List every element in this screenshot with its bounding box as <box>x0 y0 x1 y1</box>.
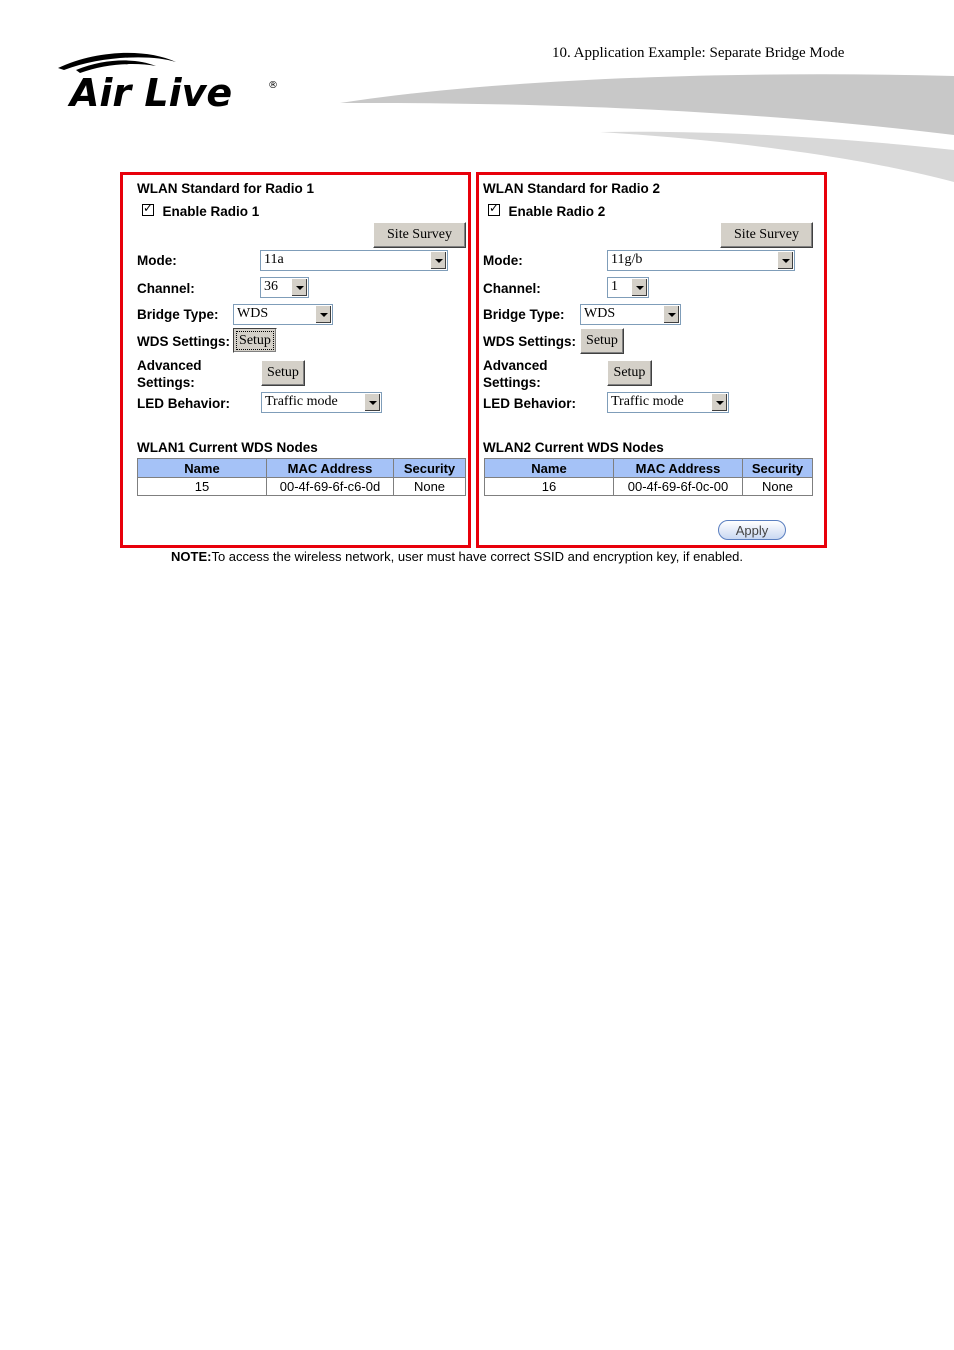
svg-text:®: ® <box>268 80 278 91</box>
radio1-mode-label: Mode: <box>137 253 177 268</box>
radio1-mode-value: 11a <box>264 252 284 267</box>
radio1-wds-setup-button[interactable]: Setup <box>233 328 277 353</box>
chevron-down-icon <box>291 279 307 296</box>
radio2-wds-setup-button[interactable]: Setup <box>580 328 624 354</box>
radio1-bridge-select[interactable] <box>233 304 333 325</box>
radio2-mode-label: Mode: <box>483 253 523 268</box>
radio1-adv-label-2: Settings: <box>137 375 195 390</box>
radio2-bridge-value: WDS <box>584 306 616 321</box>
radio2-bridge-label: Bridge Type: <box>483 307 565 322</box>
radio2-channel-label: Channel: <box>483 281 541 296</box>
radio2-adv-label-2: Settings: <box>483 375 541 390</box>
radio1-nodes-title: WLAN1 Current WDS Nodes <box>137 440 318 455</box>
radio1-led-label: LED Behavior: <box>137 396 231 411</box>
chevron-down-icon <box>364 394 380 411</box>
radio1-mode-select[interactable] <box>260 250 448 271</box>
node-name: 15 <box>138 478 267 496</box>
radio1-enable[interactable] <box>142 203 259 221</box>
node-name: 16 <box>485 478 614 496</box>
radio2-bridge-select[interactable] <box>580 304 681 325</box>
radio2-wds-label: WDS Settings: <box>483 334 576 349</box>
chevron-down-icon <box>663 306 679 323</box>
node-mac: 00-4f-69-6f-c6-0d <box>267 478 394 496</box>
radio1-channel-select[interactable] <box>260 277 309 298</box>
airlive-logo <box>56 48 286 118</box>
radio2-channel-value: 1 <box>611 279 618 294</box>
radio1-bridge-label: Bridge Type: <box>137 307 219 322</box>
col-security: Security <box>394 459 466 478</box>
radio1-enable-label: Enable Radio 1 <box>162 204 260 219</box>
chevron-down-icon <box>430 252 446 269</box>
radio1-enable-checkbox[interactable] <box>142 204 154 216</box>
note-bold: NOTE: <box>171 549 212 564</box>
radio2-mode-select[interactable] <box>607 250 795 271</box>
radio2-led-label: LED Behavior: <box>483 396 577 411</box>
radio1-bridge-value: WDS <box>237 306 269 321</box>
radio1-nodes-table <box>137 458 466 496</box>
radio2-led-value: Traffic mode <box>611 394 684 409</box>
radio2-advanced-setup-button[interactable]: Setup <box>607 360 652 386</box>
note-text: To access the wireless network, user must have correct SSID and encryption key, if enabled. <box>211 549 744 564</box>
node-mac: 00-4f-69-6f-0c-00 <box>614 478 743 496</box>
radio2-nodes-table <box>484 458 813 496</box>
radio1-adv-label-1: Advanced <box>137 358 202 373</box>
radio1-led-value: Traffic mode <box>265 394 338 409</box>
note <box>171 549 743 564</box>
radio2-enable[interactable] <box>488 203 605 221</box>
radio2-title: WLAN Standard for Radio 2 <box>483 181 661 196</box>
radio1-site-survey-button[interactable]: Site Survey <box>373 222 466 248</box>
radio2-channel-select[interactable] <box>607 277 649 298</box>
radio2-led-select[interactable] <box>607 392 729 413</box>
radio1-channel-label: Channel: <box>137 281 195 296</box>
radio2-enable-label: Enable Radio 2 <box>508 204 606 219</box>
svg-text:Air Live: Air Live <box>70 71 233 115</box>
radio2-nodes-title: WLAN2 Current WDS Nodes <box>483 440 664 455</box>
radio1-channel-value: 36 <box>264 279 278 294</box>
chevron-down-icon <box>711 394 727 411</box>
radio1-led-select[interactable] <box>261 392 382 413</box>
radio1-title: WLAN Standard for Radio 1 <box>137 181 315 196</box>
radio1-advanced-setup-button[interactable]: Setup <box>261 360 305 386</box>
radio2-enable-checkbox[interactable] <box>488 204 500 216</box>
radio2-site-survey-button[interactable]: Site Survey <box>720 222 813 248</box>
radio2-mode-value: 11g/b <box>611 252 643 267</box>
chevron-down-icon <box>631 279 647 296</box>
col-name: Name <box>485 459 614 478</box>
node-security: None <box>394 478 466 496</box>
col-security: Security <box>743 459 813 478</box>
col-name: Name <box>138 459 267 478</box>
table-row <box>485 478 813 496</box>
chevron-down-icon <box>315 306 331 323</box>
chapter-header: 10. Application Example: Separate Bridge Mode <box>552 45 845 61</box>
radio2-adv-label-1: Advanced <box>483 358 548 373</box>
node-security: None <box>743 478 813 496</box>
apply-button[interactable]: Apply <box>718 520 786 540</box>
table-row <box>138 478 466 496</box>
col-mac: MAC Address <box>267 459 394 478</box>
col-mac: MAC Address <box>614 459 743 478</box>
radio1-wds-label: WDS Settings: <box>137 334 230 349</box>
chevron-down-icon <box>777 252 793 269</box>
